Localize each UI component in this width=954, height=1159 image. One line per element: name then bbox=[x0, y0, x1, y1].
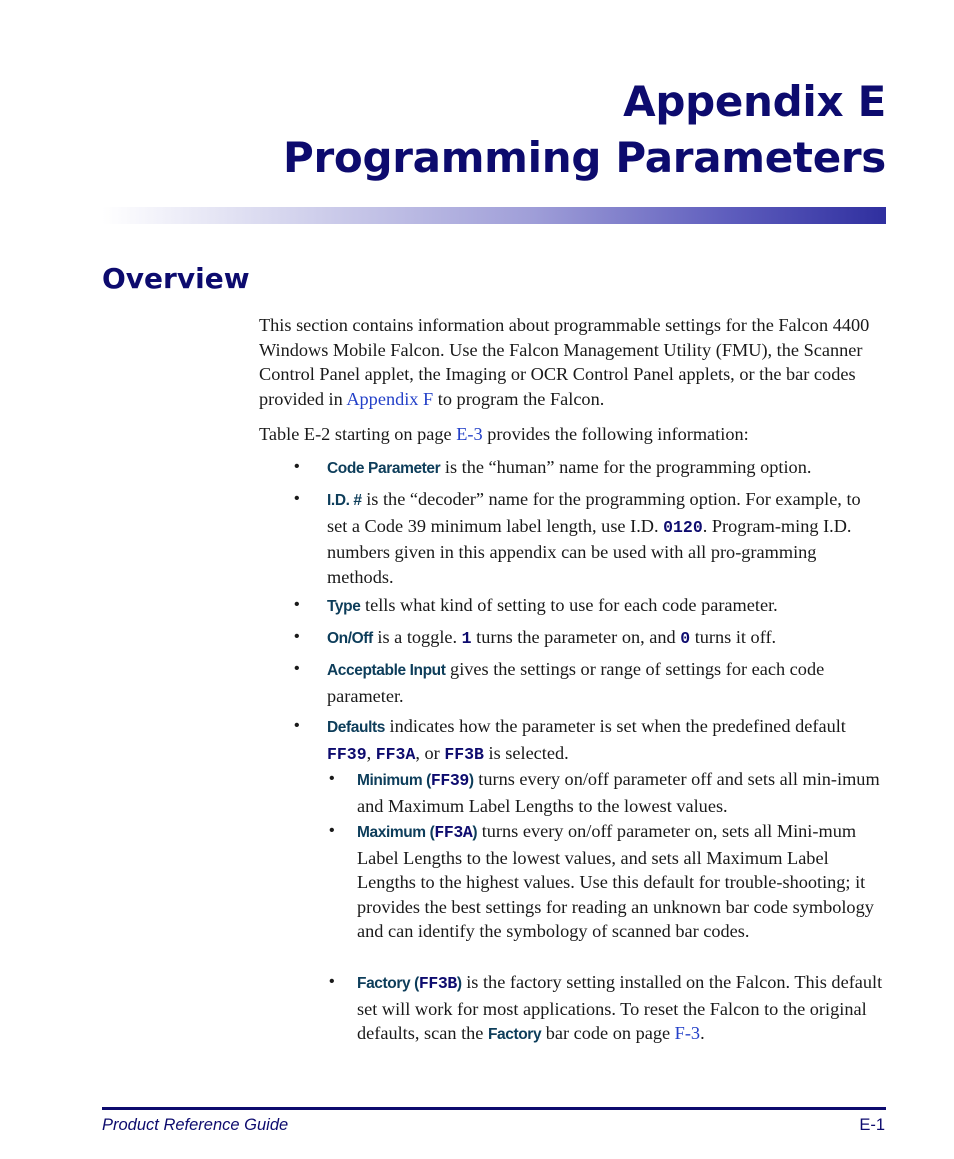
term-label: I.D. # bbox=[327, 492, 362, 509]
bullet-icon: • bbox=[294, 660, 300, 677]
footer-rule bbox=[102, 1107, 886, 1110]
appendix-f-link[interactable]: Appendix F bbox=[346, 388, 434, 409]
sub-bullet-factory: • Factory (FF3B) is the factory setting installed on the Falcon. This default set will work for most applications. To reset the Falcon to the original defaults, scan the Factory bar code on page F-3. bbox=[329, 972, 883, 1044]
term-label: On/Off bbox=[327, 630, 373, 647]
code-value: FF3A bbox=[375, 744, 416, 764]
term-label: Factory (FF3B) bbox=[357, 974, 462, 993]
bullet-acceptable-input: • Acceptable Input gives the settings or range of settings for each code parameter. bbox=[294, 659, 825, 706]
term-label: Code Parameter bbox=[327, 460, 441, 477]
bullet-defaults: • Defaults indicates how the parameter is set when the predefined default FF39, FF3A, or FF3B is selected. bbox=[294, 716, 846, 764]
code-value: FF39 bbox=[327, 744, 367, 764]
term-label: Type bbox=[327, 598, 361, 615]
title-gradient-bar bbox=[102, 207, 886, 224]
page-e3-link[interactable]: E-3 bbox=[456, 424, 483, 444]
factory-term: Factory bbox=[487, 1026, 542, 1044]
page-f3-link[interactable]: F-3 bbox=[674, 1023, 701, 1044]
bullet-id: • I.D. # is the “decoder” name for the programming option. For example, to set a Code 39 minimum label length, use I.D. 0120. Program-ming I.D. numbers given in this appendix can be used with all pro-gramming methods. bbox=[294, 489, 861, 587]
bullet-onoff: • On/Off is a toggle. 1 turns the parameter on, and 0 turns it off. bbox=[294, 627, 777, 648]
bullet-icon: • bbox=[294, 490, 300, 507]
sub-bullet-maximum: • Maximum (FF3A) turns every on/off parameter on, sets all Mini-mum Label Lengths to the lowest values, and sets all Maximum Label Lengths to the highest values. Use this default for trouble-shooting; it provides the best settings for reading an unknown bar code symbology and can identify the symbology of scanned bar codes. bbox=[329, 821, 874, 942]
bullet-icon: • bbox=[294, 628, 300, 645]
section-heading-overview: Overview bbox=[102, 262, 250, 295]
bullet-icon: • bbox=[294, 717, 300, 734]
overview-paragraph: This section contains information about programmable settings for the Falcon 4400 Windows Mobile Falcon. Use the Falcon Management Utility (FMU), the Scanner Control Panel applet, the Imaging or OCR Control Panel applets, or the bar codes provided in Appendix F to program the Falcon. bbox=[259, 315, 870, 409]
code-value: 0120 bbox=[663, 517, 703, 537]
term-label: Defaults bbox=[327, 719, 385, 736]
footer-guide-title: Product Reference Guide bbox=[102, 1116, 289, 1134]
bullet-icon: • bbox=[329, 822, 335, 839]
bullet-icon: • bbox=[294, 596, 300, 613]
footer-page-number: E-1 bbox=[859, 1116, 885, 1134]
code-value: 1 bbox=[461, 629, 472, 648]
table-intro-paragraph: Table E-2 starting on page E-3 provides the following information: bbox=[259, 424, 749, 444]
bullet-icon: • bbox=[294, 458, 300, 475]
term-label: Acceptable Input bbox=[327, 662, 446, 679]
appendix-subtitle: Programming Parameters bbox=[283, 133, 886, 182]
term-label: Minimum (FF39) bbox=[357, 771, 474, 790]
code-value: FF3B bbox=[444, 744, 484, 764]
sub-bullet-minimum: • Minimum (FF39) turns every on/off parameter off and sets all min-imum and Maximum Label Lengths to the lowest values. bbox=[329, 769, 880, 816]
bullet-code-parameter: • Code Parameter is the “human” name for the programming option. bbox=[327, 455, 885, 482]
bullet-icon: • bbox=[329, 973, 335, 990]
appendix-title: Appendix E bbox=[623, 77, 886, 126]
code-value: 0 bbox=[680, 629, 691, 648]
bullet-icon: • bbox=[329, 770, 335, 787]
term-label: Maximum (FF3A) bbox=[357, 823, 478, 842]
bullet-type: • Type tells what kind of setting to use for each code parameter. bbox=[327, 593, 885, 620]
